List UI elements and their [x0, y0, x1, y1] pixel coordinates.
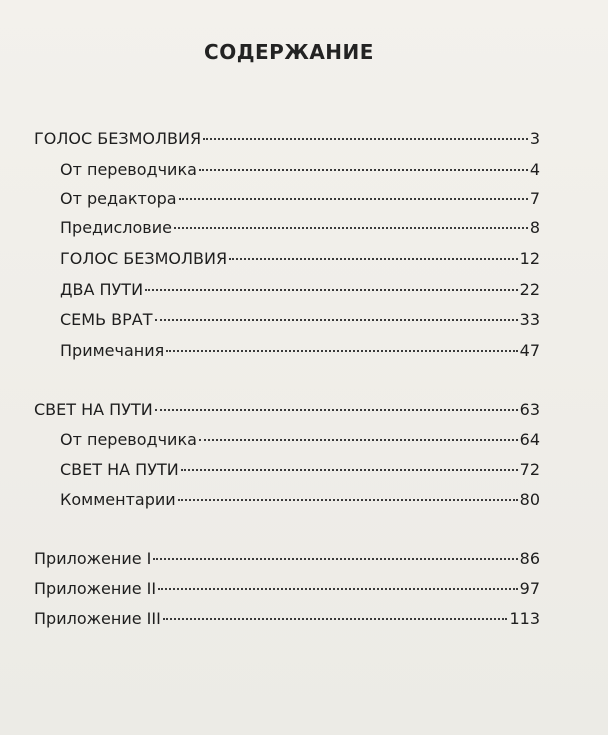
dot-leader — [199, 169, 528, 171]
toc-subentry-label: ГОЛОС БЕЗМОЛВИЯ — [60, 249, 228, 268]
toc-subentry-page: 47 — [519, 341, 540, 360]
toc-subentry-label: Примечания — [60, 341, 165, 360]
toc-subentry-page: 8 — [529, 218, 540, 237]
page-title: СОДЕРЖАНИЕ — [204, 40, 374, 64]
toc-subentry-page: 7 — [529, 189, 540, 208]
toc-entry-page: 113 — [509, 609, 540, 628]
toc-entry-label: Приложение III — [34, 609, 161, 628]
toc-subentry[interactable] — [60, 279, 540, 301]
dot-leader — [155, 319, 518, 321]
toc-entry-label: Приложение I — [34, 549, 152, 568]
toc-subentry-page: 64 — [519, 430, 540, 449]
toc-entry-label: СВЕТ НА ПУТИ — [34, 400, 153, 419]
toc-subentry-label: От переводчика — [60, 430, 197, 449]
dot-leader — [178, 499, 518, 501]
toc-subentry-page: 80 — [519, 490, 540, 509]
toc-entry-svet-na-puti[interactable] — [34, 399, 540, 421]
toc-subentry-page: 72 — [519, 460, 540, 479]
toc-subentry-label: Предисловие — [60, 218, 172, 237]
toc-entry-page: 86 — [519, 549, 540, 568]
toc-entry-appendix-2[interactable] — [34, 578, 540, 600]
toc-subentry-label: От переводчика — [60, 160, 197, 179]
toc-subentry-page: 4 — [529, 160, 540, 179]
toc-subentry-label: СЕМЬ ВРАТ — [60, 310, 153, 329]
dot-leader — [199, 439, 518, 441]
toc-subentry[interactable] — [60, 429, 540, 451]
toc-entry-page: 97 — [519, 579, 540, 598]
toc-entry-appendix-3[interactable] — [34, 608, 540, 630]
toc-subentry-page: 12 — [519, 249, 540, 268]
toc-subentry[interactable] — [60, 309, 540, 331]
toc-subentry[interactable] — [60, 188, 540, 210]
dot-leader — [158, 588, 518, 590]
toc-subentry[interactable] — [60, 459, 540, 481]
toc-entry-label: ГОЛОС БЕЗМОЛВИЯ — [34, 129, 202, 148]
dot-leader — [166, 350, 517, 352]
toc-subentry[interactable] — [60, 248, 540, 270]
dot-leader — [181, 469, 518, 471]
dot-leader — [155, 409, 518, 411]
toc-entry-appendix-1[interactable] — [34, 548, 540, 570]
toc-entry-golos-bezmolviya[interactable] — [34, 128, 540, 150]
dot-leader — [153, 558, 517, 560]
toc-subentry[interactable] — [60, 340, 540, 362]
toc-subentry[interactable] — [60, 489, 540, 511]
dot-leader — [163, 618, 508, 620]
toc-entry-page: 3 — [529, 129, 540, 148]
toc-subentry-label: От редактора — [60, 189, 177, 208]
toc-subentry-label: Комментарии — [60, 490, 176, 509]
toc-subentry-page: 22 — [519, 280, 540, 299]
toc-subentry-label: СВЕТ НА ПУТИ — [60, 460, 179, 479]
toc-subentry-label: ДВА ПУТИ — [60, 280, 144, 299]
toc-entry-page: 63 — [519, 400, 540, 419]
dot-leader — [145, 289, 518, 291]
toc-subentry-page: 33 — [519, 310, 540, 329]
dot-leader — [203, 138, 528, 140]
toc-entry-label: Приложение II — [34, 579, 157, 598]
toc-subentry[interactable] — [60, 159, 540, 181]
dot-leader — [179, 198, 528, 200]
toc-subentry[interactable] — [60, 217, 540, 239]
dot-leader — [229, 258, 518, 260]
dot-leader — [174, 227, 528, 229]
